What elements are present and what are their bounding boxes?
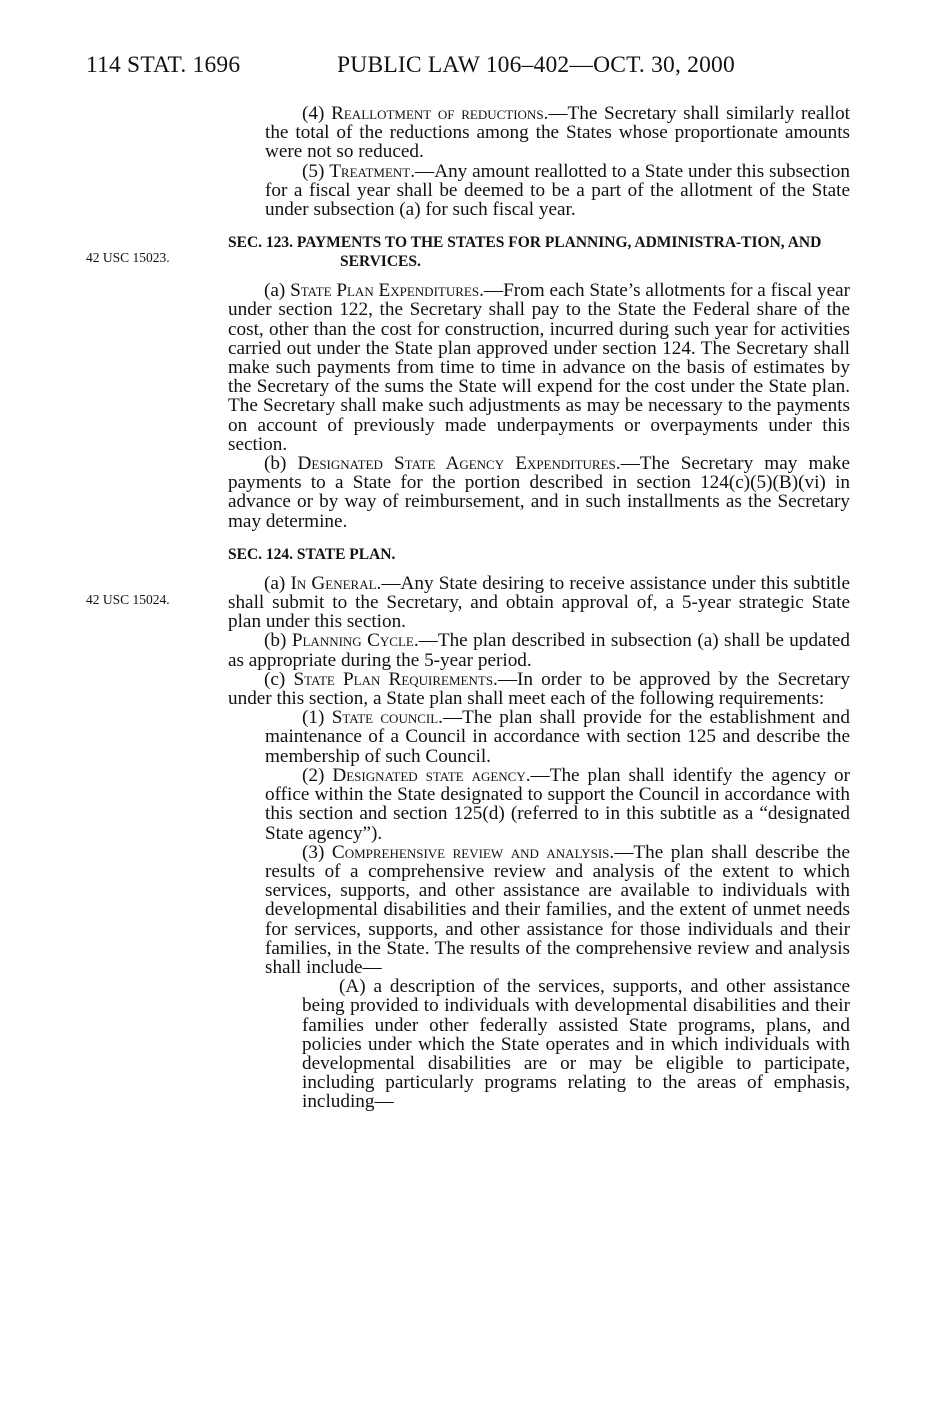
section-124-subsection-b: (b) Planning Cycle.—The plan described in subsection (a) shall be updated as appropriate during the 5-year period. (228, 630, 851, 671)
section-124-heading: SEC. 124. STATE PLAN. (228, 545, 396, 563)
requirement-3-comprehensive-review: (3) Comprehensive review and analysis.—The plan shall describe the results of a comprehensive review and analysis of the extent to which services, supports, and other assistance are available to individuals with developmental disabilities and their families, and the extent of unmet needs for services, supports, and other assistance for those individuals and their families, in the State. The results of the comprehensive review and analysis shall include— (265, 841, 850, 978)
section-123-subsection-a: (a) State Plan Expenditures.—From each State’s allotments for a fiscal year under section 122, the Secretary shall pay to the State the Federal share of the cost, other than the cost for construction, incurred during such year for activities carried out under the State plan approved under section 124. The Secretary shall make such payments from time to time in advance on the basis of estimates by the Secretary of the sums the State will expend for the cost under the State plan. The Secretary shall make such adjustments as may be necessary to the payments on account of previously made underpayments or overpayments under this section. (228, 280, 850, 455)
margin-note-usc-15023: 42 USC 15023. (86, 250, 170, 265)
section-123-subsection-b: (b) Designated State Agency Expenditures.—The Secretary may make payments to a State for the portion described in section 124(c)(5)(B)(vi) in advance or by way of reimbursement, and in such installments as the Secretary may determine. (228, 453, 851, 532)
paragraph-5-treatment: (5) Treatment.—Any amount reallotted to a State under this subsection for a fiscal year shall be deemed to be a part of the allotment of the State under subsection (a) for such fiscal year. (265, 160, 850, 221)
paragraph-block-122 (228, 104, 850, 219)
body-text (228, 104, 850, 1112)
public-law-reference: PUBLIC LAW 106–402—OCT. 30, 2000 (337, 52, 735, 78)
subparagraph-a-description-of-services: (A) a description of the services, supports, and other assistance being provided to individuals with developmental disabilities and their families under other federally assisted State programs, plans, and policies under which the State operates and in which individuals with developmental disabilities are or may be eligible to participate, including particularly programs relating to the areas of emphasis, including— (302, 976, 850, 1113)
section-124-subsection-a: (a) In General.—Any State desiring to receive assistance under this subtitle shall submit to the Secretary, and obtain approval of, a 5-year strategic State plan under this section. (228, 572, 851, 633)
subsection-c-requirements (228, 708, 850, 977)
page-header (0, 52, 946, 84)
margin-note-usc-15024: 42 USC 15024. (86, 592, 170, 607)
stat-page-reference: 114 STAT. 1696 (86, 52, 241, 78)
section-124-subsection-c: (c) State Plan Requirements.—In order to be approved by the Secretary under this section, a State plan shall meet each of the following requirements: (228, 668, 850, 710)
requirement-3-subparagraphs (228, 977, 850, 1111)
requirement-2-designated-state-agency: (2) Designated state agency.—The plan shall identify the agency or office within the State designated to support the Council in accordance with this section and section 125(d) (referred to in this subtitle as a “designated State agency”). (265, 764, 850, 844)
requirement-1-state-council: (1) State council.—The plan shall provide for the establishment and maintenance of a Council in accordance with section 125 and describe the membership of such Council. (265, 707, 851, 767)
paragraph-4-reallotment-of-reductions: (4) Reallotment of reductions.—The Secretary shall similarly reallot the total of the reductions among the States whose proportionate amounts were not so reduced. (265, 103, 851, 163)
section-123-heading: SEC. 123. PAYMENTS TO THE STATES FOR PLANNING, ADMINISTRA-TION, AND SERVICES. (228, 234, 822, 271)
